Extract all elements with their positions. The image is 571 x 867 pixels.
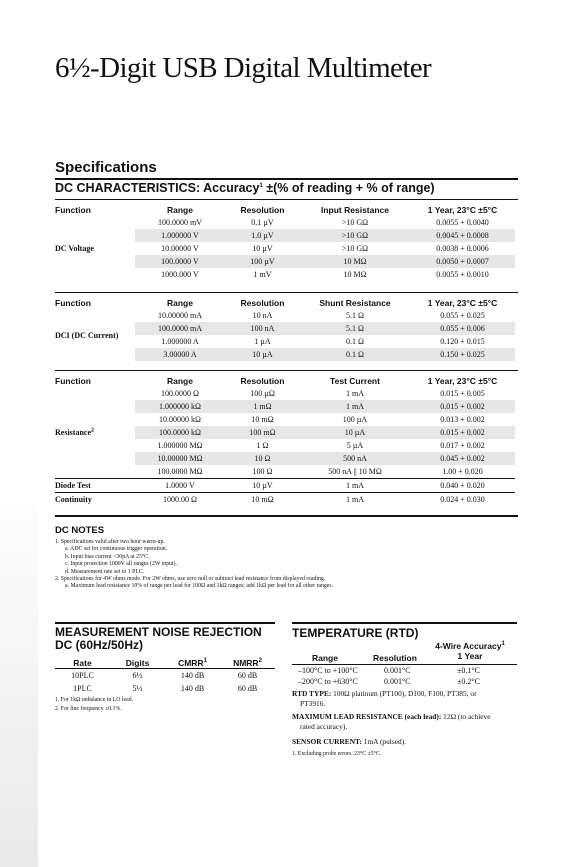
note-line: 2. For line frequency ±0.1%. bbox=[55, 706, 122, 712]
table-cell: 140 dB bbox=[180, 684, 205, 693]
sensor-current-value: 1mA (pulsed). bbox=[361, 737, 407, 746]
function-cell bbox=[55, 387, 135, 479]
dc-heading-tail: ±(% of reading + % of range) bbox=[262, 181, 435, 195]
rtd-type bbox=[292, 689, 517, 708]
col-header: Range bbox=[167, 375, 193, 386]
table-cell: 10.00000 MΩ bbox=[135, 452, 225, 465]
table-cell: 0.024 + 0.030 bbox=[410, 493, 515, 507]
table-cell: 1 mΩ bbox=[225, 400, 300, 413]
table-cell: 1 µA bbox=[254, 337, 271, 346]
table-cell: Continuity bbox=[55, 493, 135, 507]
table-cell: 10 µA bbox=[300, 426, 410, 439]
table-cell: 100 Ω bbox=[252, 467, 273, 476]
noise-heading-line2: DC (60Hz/50Hz) bbox=[55, 638, 144, 652]
table-cell: 1.000000 V bbox=[135, 229, 225, 242]
table-cell: 10.00000 V bbox=[161, 244, 199, 253]
accuracy-header bbox=[430, 641, 510, 661]
resolution-header: Resolution bbox=[373, 653, 417, 663]
col-header: 1 Year, 23°C ±5°C bbox=[427, 204, 498, 215]
table-cell: 140 dB bbox=[180, 671, 205, 680]
footnote-marker: 2 bbox=[91, 427, 94, 434]
table-cell: 1 mV bbox=[253, 270, 272, 279]
table-cell: 10.00000 mA bbox=[158, 311, 202, 320]
table-cell: 10 µA bbox=[225, 348, 300, 361]
table-row bbox=[55, 493, 515, 507]
table-cell: 1.00 + 0.020 bbox=[442, 467, 483, 476]
table-cell: 500 nA || 10 MΩ bbox=[328, 467, 382, 476]
noise-header-rule bbox=[55, 668, 275, 669]
table-cell: 10 µV bbox=[225, 479, 300, 493]
col-header: Function bbox=[55, 297, 91, 308]
dc-heading-text: DC CHARACTERISTICS: Accuracy bbox=[55, 181, 260, 195]
table-divider bbox=[55, 292, 518, 293]
table-cell: 1PLC bbox=[73, 684, 92, 693]
table-cell: 1.0 µV bbox=[225, 229, 300, 242]
table-cell: 100 µV bbox=[225, 255, 300, 268]
table-row bbox=[55, 479, 515, 493]
col-header: Resolution bbox=[240, 204, 285, 215]
col-header: Range bbox=[167, 204, 193, 215]
side-band bbox=[0, 0, 38, 867]
table-cell: 0.017 + 0.002 bbox=[440, 441, 485, 450]
table-cell: 0.0050 + 0.0007 bbox=[410, 255, 515, 268]
table-cell: 100.0000 MΩ bbox=[157, 467, 203, 476]
table-cell: 100.0000 Ω bbox=[161, 389, 199, 398]
dc-rule bbox=[55, 199, 518, 200]
rtd-type-value: 100Ω platinum (PT100), D100, F100, PT385, or bbox=[331, 689, 477, 698]
note-line: d. Measurement rate set to 1 PLC. bbox=[65, 568, 145, 575]
col-header: 1 Year, 23°C ±5°C bbox=[427, 297, 498, 308]
table-cell: 5 µA bbox=[346, 441, 364, 450]
dc-voltage-table bbox=[55, 203, 515, 281]
rtd-type-label: RTD TYPE: bbox=[292, 689, 332, 698]
lead-resistance-label: MAXIMUM LEAD RESISTANCE (each lead): bbox=[292, 712, 442, 721]
table-cell: 0.055 + 0.025 bbox=[440, 311, 485, 320]
table-cell: 100.0000 V bbox=[135, 255, 225, 268]
function-cell bbox=[55, 309, 135, 361]
note-line: 1. For 1kΩ unbalance in LO lead. bbox=[55, 697, 134, 703]
table-cell: 10 MΩ bbox=[300, 255, 410, 268]
table-header-row bbox=[55, 203, 515, 216]
table-cell: Diode Test bbox=[55, 479, 135, 493]
table-cell: 0.1 Ω bbox=[300, 348, 410, 361]
rtd-type-value-cont: PT3916. bbox=[300, 698, 326, 708]
table-cell: 10 Ω bbox=[225, 452, 300, 465]
table-cell: 100 µΩ bbox=[250, 389, 275, 398]
table-cell: 100 nA bbox=[225, 322, 300, 335]
note-line: a. Maximum lead resistance 10% of range per lead for 100Ω and 1kΩ ranges; add 1kΩ per lead for all other ranges. bbox=[65, 583, 334, 590]
col-header: Rate bbox=[73, 657, 92, 668]
table-cell: 60 dB bbox=[237, 684, 258, 693]
temp-range: –100°C to +100°C bbox=[298, 666, 358, 675]
table-row bbox=[55, 682, 275, 695]
table-divider bbox=[55, 370, 518, 371]
table-cell: 0.0038 + 0.0006 bbox=[436, 244, 489, 253]
table-cell: 10 mΩ bbox=[251, 415, 274, 424]
table-cell: 0.0055 + 0.0010 bbox=[436, 270, 489, 279]
range-header: Range bbox=[312, 653, 338, 663]
specifications-heading: Specifications bbox=[55, 159, 157, 176]
table-cell: 5½ bbox=[132, 684, 143, 693]
table-cell: 1.000000 kΩ bbox=[135, 400, 225, 413]
table-cell: 5.1 Ω bbox=[300, 322, 410, 335]
temp-header-rule bbox=[292, 664, 517, 665]
function-label: DCI (DC Current) bbox=[55, 330, 119, 340]
table-cell: 0.013 + 0.002 bbox=[440, 415, 485, 424]
table-cell: 1.000000 MΩ bbox=[157, 441, 203, 450]
table-cell: 1 mA bbox=[300, 400, 410, 413]
table-cell: 10 nA bbox=[252, 311, 273, 320]
col-header: Digits bbox=[125, 657, 150, 668]
table-cell: >10 GΩ bbox=[341, 244, 369, 253]
table-cell: 100.0000 mA bbox=[135, 322, 225, 335]
lead-resistance-value: 12Ω (to achieve bbox=[441, 712, 491, 721]
table-cell: 1000.000 V bbox=[161, 270, 199, 279]
table-cell: 60 dB bbox=[237, 671, 258, 680]
resistance-table bbox=[55, 374, 515, 506]
max-lead-resistance bbox=[292, 712, 517, 731]
note-line: c. Input protection 1000V all ranges (2W input). bbox=[65, 561, 177, 568]
col-header: Resolution bbox=[240, 297, 285, 308]
table-cell: 0.1 µV bbox=[251, 218, 274, 227]
table-cell: 0.055 + 0.006 bbox=[410, 322, 515, 335]
temp-resolution: 0.001°C bbox=[384, 677, 411, 686]
col-header: Range bbox=[167, 297, 193, 308]
table-cell: 1 mA bbox=[300, 493, 410, 507]
table-row bbox=[55, 309, 515, 322]
temperature-note: 1. Excluding probe errors. 23°C ±5°C. bbox=[292, 751, 382, 757]
table-cell: 0.015 + 0.002 bbox=[410, 426, 515, 439]
table-cell: 10PLC bbox=[71, 671, 94, 680]
table-cell: >10 GΩ bbox=[300, 229, 410, 242]
col-header: Resolution bbox=[240, 375, 285, 386]
dc-characteristics-heading bbox=[55, 181, 435, 195]
temp-resolution: 0.001°C bbox=[384, 666, 411, 675]
table-cell: 10 MΩ bbox=[343, 270, 367, 279]
table-cell: 10 mΩ bbox=[225, 493, 300, 507]
table-cell: 100.0000 kΩ bbox=[135, 426, 225, 439]
nmrr-label: NMRR bbox=[233, 657, 259, 668]
table-cell: 1 Ω bbox=[256, 441, 269, 450]
table-header-row bbox=[55, 296, 515, 309]
table-cell: 100 mΩ bbox=[225, 426, 300, 439]
table-cell: 3.00000 A bbox=[135, 348, 225, 361]
function-cell bbox=[55, 216, 135, 281]
note-line: b. Input bias current <30pA at 25°C. bbox=[65, 553, 150, 560]
table-cell: 0.0045 + 0.0008 bbox=[410, 229, 515, 242]
table-cell: 0.0055 + 0.0040 bbox=[436, 218, 489, 227]
table-cell: 1.0000 V bbox=[135, 479, 225, 493]
table-cell: 0.015 + 0.002 bbox=[410, 400, 515, 413]
col-header: Test Current bbox=[330, 375, 380, 386]
table-header-row bbox=[55, 374, 515, 387]
footnote-marker: 2 bbox=[258, 657, 262, 664]
note-line: 1. Specifications valid after two hour warm-up. bbox=[55, 539, 165, 545]
table-cell: 0.150 + 0.025 bbox=[410, 348, 515, 361]
function-label: DC Voltage bbox=[55, 244, 94, 253]
table-row bbox=[55, 669, 275, 682]
table-cell: 1 mA bbox=[300, 479, 410, 493]
table-cell: 5.1 Ω bbox=[346, 311, 364, 320]
lead-resistance-value-cont: rated accuracy). bbox=[300, 721, 348, 731]
temperature-heading: TEMPERATURE (RTD) bbox=[292, 626, 419, 640]
table-row bbox=[55, 216, 515, 229]
function-label: Resistance bbox=[55, 428, 91, 437]
dc-current-table bbox=[55, 296, 515, 361]
table-cell: 10 µV bbox=[252, 244, 273, 253]
dc-heading-footnote: 1 bbox=[259, 182, 263, 189]
table-cell: 500 nA bbox=[300, 452, 410, 465]
noise-rejection-table bbox=[55, 656, 275, 695]
page-title: 6½-Digit USB Digital Multimeter bbox=[55, 52, 432, 84]
note-line: 2. Specifications for 4W ohms mode. For 2W ohms, use zero null or subtract lead resistance from displayed reading. bbox=[55, 576, 326, 583]
col-header: Input Resistance bbox=[320, 204, 390, 215]
table-cell: 6½ bbox=[132, 671, 143, 680]
accuracy-header-label: 4-Wire Accuracy bbox=[435, 641, 502, 651]
temp-accuracy: ±0.1°C bbox=[457, 666, 480, 675]
note-line: a. ADC set for continuous trigger operation. bbox=[65, 546, 168, 553]
table-row bbox=[55, 387, 515, 400]
table-cell: 0.045 + 0.002 bbox=[410, 452, 515, 465]
sensor-current bbox=[292, 737, 517, 747]
accuracy-header-year: 1 Year bbox=[457, 651, 483, 661]
noise-notes bbox=[55, 696, 133, 714]
table-cell: 0.1 Ω bbox=[346, 337, 364, 346]
dc-notes-heading: DC NOTES bbox=[55, 525, 105, 536]
footnote-marker: 1 bbox=[501, 641, 505, 648]
table-bottom-rule bbox=[55, 515, 518, 517]
dc-notes bbox=[55, 539, 525, 591]
col-header: Function bbox=[55, 375, 91, 386]
table-cell: 10.00000 kΩ bbox=[159, 415, 201, 424]
table-cell: >10 GΩ bbox=[341, 218, 369, 227]
temp-top-rule bbox=[292, 622, 517, 624]
col-header: 1 Year, 23°C ±5°C bbox=[427, 375, 498, 386]
table-cell: 1 mA bbox=[346, 389, 364, 398]
footnote-marker: 1 bbox=[203, 657, 207, 664]
noise-heading-line1: MEASUREMENT NOISE REJECTION bbox=[55, 625, 262, 639]
table-cell: 0.040 + 0.020 bbox=[410, 479, 515, 493]
table-cell: 0.120 + 0.015 bbox=[440, 337, 485, 346]
col-header: Function bbox=[55, 204, 91, 215]
cmrr-label: CMRR bbox=[178, 657, 204, 668]
table-cell: 0.015 + 0.005 bbox=[440, 389, 485, 398]
table-cell: 100.0000 mV bbox=[158, 218, 202, 227]
noise-top-rule bbox=[55, 622, 275, 624]
spec-rule bbox=[55, 178, 518, 180]
temp-accuracy: ±0.2°C bbox=[457, 677, 480, 686]
table-cell: 1000.00 Ω bbox=[135, 493, 225, 507]
noise-rejection-heading bbox=[55, 626, 262, 652]
table-cell: 1.000000 A bbox=[161, 337, 199, 346]
temp-range: –200°C to +630°C bbox=[298, 677, 358, 686]
sensor-current-label: SENSOR CURRENT: bbox=[292, 737, 362, 746]
table-cell: 100 µA bbox=[342, 415, 368, 424]
col-header: Shunt Resistance bbox=[319, 297, 391, 308]
